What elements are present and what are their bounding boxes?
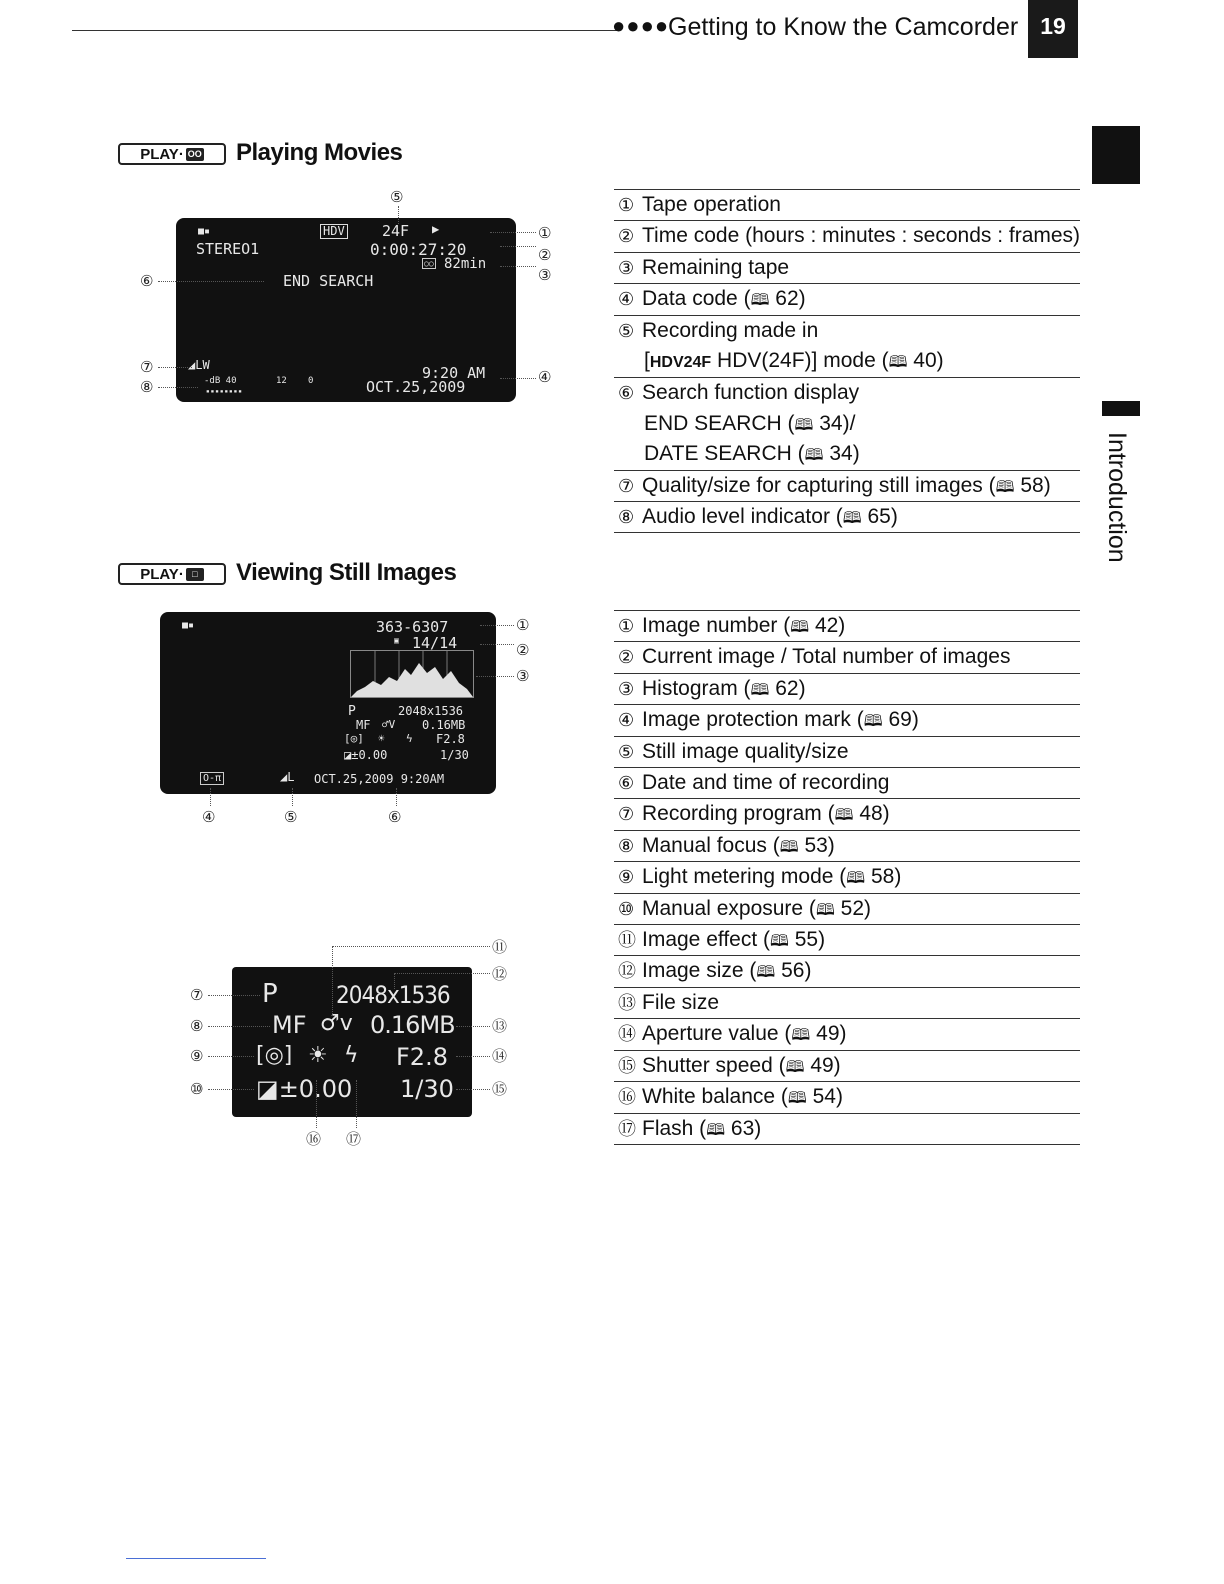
card-icon-small: ▣	[394, 636, 399, 645]
callout-s8: ⑧	[190, 1017, 204, 1035]
legend-row-8: ⑧ Audio level indicator (🕮 65)	[614, 502, 1080, 533]
callout-s15: ⑮	[492, 1080, 508, 1098]
leader-line-s13	[456, 1026, 490, 1027]
callout-s13: ⑬	[492, 1017, 508, 1035]
book-icon: 🕮	[706, 1119, 726, 1139]
callout-4: ④	[538, 368, 552, 386]
leader-line-s14	[456, 1056, 490, 1057]
zoom-shutter-speed: 1/30	[400, 1075, 454, 1103]
book-icon: 🕮	[842, 508, 862, 528]
callout-s4: ④	[202, 808, 216, 826]
legend-row-5-cont: [HDV24F HDV(24F)] mode (🕮 40)	[614, 346, 1080, 378]
zoom-image-size: 2048x1536	[336, 981, 450, 1009]
still-legend-row-16: ⑯ White balance (🕮 54)	[614, 1082, 1080, 1113]
leader-line-s5	[292, 788, 293, 806]
histogram	[350, 650, 474, 698]
recording-date: OCT.25,2009	[366, 378, 466, 396]
still-legend-row-9: ⑨ Light metering mode (🕮 58)	[614, 862, 1080, 893]
legend-row-6-cont2: DATE SEARCH (🕮 34)	[614, 439, 1080, 470]
chapter-tab-label	[1102, 432, 1132, 602]
hdv-24f-icon: HDV24F	[649, 354, 712, 372]
zoom-image-effect-icon: ♂v	[320, 1011, 353, 1036]
recording-time: 9:20 AM	[422, 364, 486, 382]
search-display: END SEARCH	[283, 272, 374, 290]
movie-legend	[614, 189, 1080, 533]
leader-line-6	[158, 281, 264, 282]
metering-icon: [◎]	[344, 732, 364, 745]
callout-s1: ①	[516, 616, 530, 634]
legend-row-1: ① Tape operation	[614, 190, 1080, 221]
legend-row-5: ⑤ Recording made in	[618, 318, 819, 342]
image-number: 363-6307	[376, 618, 449, 636]
audio-level-12: 12	[276, 376, 287, 386]
still-legend-row-7: ⑦ Recording program (🕮 48)	[614, 799, 1080, 830]
histogram-graph	[351, 651, 473, 697]
leader-line-s11	[332, 946, 490, 947]
protection-icon: O-π	[200, 772, 224, 785]
callout-1: ①	[538, 224, 552, 242]
zoom-metering-icon: [◎]	[256, 1043, 293, 1068]
still-info-zoom	[232, 967, 472, 1117]
leader-line-s12-v	[394, 973, 395, 989]
header-rule	[72, 30, 620, 31]
legend-row-7: ⑦ Quality/size for capturing still images (🕮 58)	[614, 471, 1080, 502]
zoom-recording-program: P	[262, 979, 278, 1009]
callout-s2: ②	[516, 641, 530, 659]
audio-level-db: -dB 40	[204, 376, 237, 386]
book-icon: 🕮	[770, 931, 789, 951]
callout-s14: ⑭	[492, 1047, 508, 1065]
still-legend-row-4: ④ Image protection mark (🕮 69)	[614, 705, 1080, 736]
leader-line-7	[158, 367, 192, 368]
leader-line-s12	[394, 973, 490, 974]
chapter-tab-marker	[1102, 401, 1140, 416]
leader-line-8	[158, 387, 198, 388]
leader-line-s10	[208, 1089, 254, 1090]
exposure-icon: ◪±0.00	[344, 748, 388, 762]
callout-5: ⑤	[390, 188, 404, 206]
zoom-manual-focus: MF	[272, 1011, 307, 1039]
leader-line-3	[500, 266, 536, 267]
image-size: 2048x1536	[398, 704, 464, 718]
zoom-aperture: F2.8	[396, 1043, 448, 1071]
callout-s12: ⑫	[492, 965, 508, 983]
callout-2: ②	[538, 246, 552, 264]
leader-line-4	[500, 378, 536, 379]
hdv-indicator: HDV	[320, 224, 348, 239]
leader-line-s8	[208, 1026, 270, 1027]
book-icon: 🕮	[779, 836, 799, 856]
book-icon: 🕮	[995, 476, 1015, 496]
callout-s5: ⑤	[284, 808, 298, 826]
exposure-value: ±0.00	[351, 748, 388, 762]
book-icon: 🕮	[750, 679, 770, 699]
book-icon: 🕮	[791, 1025, 811, 1045]
still-image-screen	[160, 612, 496, 794]
tape-icon: OO	[187, 148, 202, 159]
zoom-exposure-value: ±0.00	[278, 1075, 353, 1103]
time-code: 0:00:27:20	[370, 240, 467, 259]
badge-text: PLAY·	[140, 565, 184, 583]
still-legend-row-10: ⑩ Manual exposure (🕮 52)	[614, 894, 1080, 925]
movie-playback-screen	[176, 218, 516, 402]
quality-text: LW	[195, 358, 210, 372]
still-legend-row-11: ⑪ Image effect (🕮 55)	[614, 925, 1080, 956]
still-legend-row-5: ⑤ Still image quality/size	[614, 737, 1080, 768]
section-title-viewing-still-images: Viewing Still Images	[236, 559, 457, 586]
leader-line-s2	[480, 644, 514, 645]
chapter-tab-text: Introduction	[1103, 432, 1131, 563]
play-card-mode-badge	[118, 563, 226, 585]
leader-line-s16	[316, 1080, 317, 1128]
leader-line-2	[500, 246, 536, 247]
book-icon: 🕮	[815, 899, 835, 919]
book-icon: 🕮	[794, 414, 814, 434]
card-mode-icon: ■▪	[182, 620, 195, 631]
leader-line-s6	[396, 788, 397, 806]
book-icon: 🕮	[750, 290, 770, 310]
book-icon: 🕮	[787, 1088, 807, 1108]
white-balance-icon: ☀	[378, 732, 385, 745]
flash-icon: ϟ	[406, 732, 413, 745]
chapter-tab-block	[1092, 126, 1140, 184]
leader-line-s9	[208, 1056, 254, 1057]
still-legend-row-15: ⑮ Shutter speed (🕮 49)	[614, 1051, 1080, 1082]
book-icon: 🕮	[863, 711, 883, 731]
still-quality-icon: ◢L	[280, 770, 295, 784]
legend-row-6-cont1: END SEARCH (🕮 34)/	[644, 411, 856, 435]
zoom-white-balance-icon: ☀	[308, 1043, 328, 1068]
section-title-playing-movies: Playing Movies	[236, 139, 403, 166]
image-effect-icon: ♂V	[382, 718, 396, 731]
callout-s9: ⑨	[190, 1047, 204, 1065]
audio-level-0: 0	[308, 376, 314, 386]
leader-line-s15	[456, 1089, 490, 1090]
tape-operation-icon: ▶	[432, 222, 440, 236]
callout-s16: ⑯	[306, 1130, 322, 1148]
callout-6: ⑥	[140, 272, 154, 290]
cassette-icon: ○○	[424, 259, 434, 268]
still-legend-row-17: ⑰ Flash (🕮 63)	[614, 1114, 1080, 1145]
still-legend-row-14: ⑭ Aperture value (🕮 49)	[614, 1019, 1080, 1050]
callout-8: ⑧	[140, 378, 154, 396]
callout-7: ⑦	[140, 358, 154, 376]
callout-s3: ③	[516, 667, 530, 685]
shutter-speed: 1/30	[440, 748, 469, 762]
zoom-exposure-icon: ◪±0.00	[256, 1075, 353, 1103]
remaining-tape: 82min	[444, 256, 487, 272]
leader-line-s17	[356, 1080, 357, 1128]
still-legend-row-8: ⑧ Manual focus (🕮 53)	[614, 831, 1080, 862]
still-datetime: OCT.25,2009 9:20AM	[314, 772, 445, 786]
book-icon: 🕮	[834, 805, 854, 825]
play-tape-mode-badge	[118, 143, 226, 165]
callout-s7: ⑦	[190, 986, 204, 1004]
audio-channel: STEREO1	[196, 240, 260, 258]
leader-line-s3	[476, 676, 514, 677]
callout-s6: ⑥	[388, 808, 402, 826]
card-icon: □	[186, 568, 204, 581]
book-icon: 🕮	[790, 617, 810, 636]
page-title: Getting to Know the Camcorder	[668, 13, 1019, 41]
file-size: 0.16MB	[422, 718, 466, 732]
callout-3: ③	[538, 266, 552, 284]
book-icon: 🕮	[804, 445, 824, 465]
leader-line-s11-v	[332, 946, 333, 1016]
still-quality-text: L	[287, 770, 295, 784]
callout-s11: ⑪	[492, 938, 508, 956]
leader-line-5	[398, 206, 399, 224]
callout-s17: ⑰	[346, 1130, 362, 1148]
frame-rate-indicator: 24F	[382, 222, 410, 240]
leader-line-1	[490, 232, 536, 233]
leader-line-s7	[208, 995, 260, 996]
callout-s10: ⑩	[190, 1080, 204, 1098]
quality-icon: ◢LW	[188, 358, 210, 372]
legend-row-6: ⑥ Search function display	[618, 381, 860, 405]
still-legend-row-1: ① Image number (🕮 42)	[614, 611, 1080, 642]
book-icon: 🕮	[785, 1056, 805, 1076]
header-dots: ●●●●	[612, 13, 670, 38]
book-icon: 🕮	[888, 352, 908, 372]
leader-line-s4	[210, 788, 211, 806]
zoom-file-size: 0.16MB	[370, 1011, 455, 1039]
image-count: 14/14	[412, 634, 458, 652]
badge-text: PLAY·	[140, 145, 184, 163]
manual-focus: MF	[356, 718, 371, 732]
footer-rule	[126, 1558, 266, 1559]
recording-program: P	[348, 704, 356, 719]
leader-line-s1	[480, 625, 514, 626]
aperture: F2.8	[436, 732, 465, 746]
legend-row-3: ③ Remaining tape	[614, 253, 1080, 284]
still-legend-row-3: ③ Histogram (🕮 62)	[614, 674, 1080, 705]
tape-mode-icon: ■▪	[198, 226, 211, 237]
audio-level-meter: ▪▪▪▪▪▪▪▪	[206, 388, 243, 395]
zoom-flash-icon: ϟ	[344, 1043, 359, 1068]
still-legend	[614, 610, 1080, 1145]
legend-row-2: ② Time code (hours : minutes : seconds : frames)	[614, 221, 1080, 252]
page-number: 19	[1028, 0, 1078, 58]
book-icon: 🕮	[846, 868, 866, 888]
legend-row-4: ④ Data code (🕮 62)	[614, 284, 1080, 315]
still-legend-row-6: ⑥ Date and time of recording	[614, 768, 1080, 799]
still-legend-row-2: ② Current image / Total number of images	[614, 642, 1080, 673]
still-legend-row-13: ⑬ File size	[614, 988, 1080, 1019]
still-legend-row-12: ⑫ Image size (🕮 56)	[614, 956, 1080, 987]
book-icon: 🕮	[756, 962, 776, 982]
